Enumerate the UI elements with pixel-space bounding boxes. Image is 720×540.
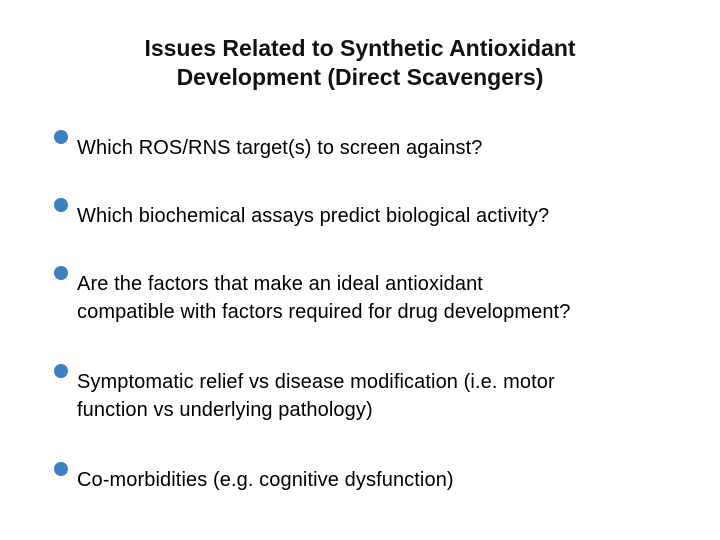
bullet-line: Symptomatic relief vs disease modification (i.e. motor bbox=[77, 371, 555, 393]
bullet-line: Which ROS/RNS target(s) to screen against? bbox=[77, 137, 483, 159]
bullet-dot-icon bbox=[54, 198, 68, 212]
bullet-text bbox=[77, 134, 687, 162]
bullet-line: compatible with factors required for drug development? bbox=[77, 301, 571, 323]
bullet-text bbox=[77, 466, 687, 494]
bullet-dot-icon bbox=[54, 266, 68, 280]
slide-title-line-1: Issues Related to Synthetic Antioxidant bbox=[144, 35, 576, 61]
slide-title bbox=[40, 34, 680, 92]
bullet-line: Which biochemical assays predict biological activity? bbox=[77, 205, 550, 227]
bullet-line: Co-morbidities (e.g. cognitive dysfunction) bbox=[77, 469, 454, 491]
bullet-dot-icon bbox=[54, 462, 68, 476]
bullet-line: function vs underlying pathology) bbox=[77, 399, 373, 421]
bullet-text bbox=[77, 202, 687, 230]
bullet-text bbox=[77, 270, 687, 326]
slide-title-line-2: Development (Direct Scavengers) bbox=[176, 64, 544, 90]
bullet-line: Are the factors that make an ideal antioxidant bbox=[77, 273, 483, 295]
bullet-dot-icon bbox=[54, 364, 68, 378]
bullet-dot-icon bbox=[54, 130, 68, 144]
bullet-text bbox=[77, 368, 687, 424]
